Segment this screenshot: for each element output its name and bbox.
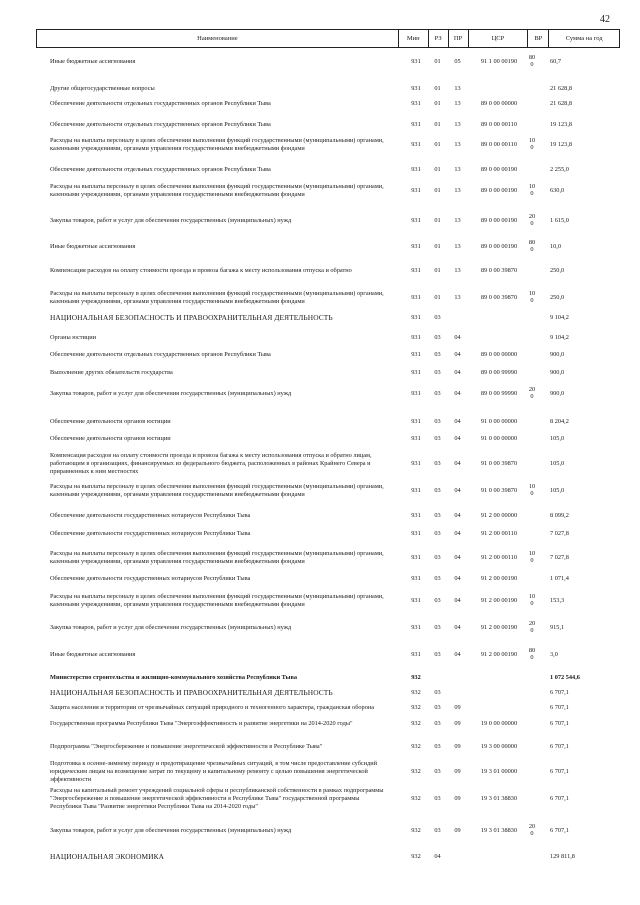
row-rz: 03 (434, 596, 441, 604)
header-csr: ЦСР (469, 30, 529, 47)
row-pr: 04 (454, 351, 461, 358)
row-sum: 19 123,8 (550, 121, 573, 128)
row-min: 931 (411, 243, 421, 250)
row-min: 931 (411, 624, 421, 631)
row-rz: 03 (434, 435, 441, 442)
row-pr: 13 (454, 267, 461, 274)
row-csr: 91 0 00 39870 (480, 486, 518, 494)
row-name: Обеспечение деятельности отдельных государственных органов Республики Тыва (50, 351, 271, 358)
row-pr: 04 (454, 459, 461, 467)
row-pr: 04 (454, 512, 461, 519)
row-min: 931 (411, 166, 421, 173)
row-vr: 20 0 (528, 386, 536, 400)
row-min: 932 (411, 767, 421, 775)
row-sum: 105,0 (550, 435, 565, 442)
row-csr: 91 2 00 00190 (480, 624, 518, 631)
row-rz: 01 (434, 58, 441, 65)
row-min: 931 (411, 85, 421, 92)
row-name: Органы юстиции (50, 334, 96, 341)
row-csr: 91 2 00 00190 (480, 596, 518, 604)
row-csr: 89 0 00 00190 (480, 217, 518, 224)
row-rz: 01 (434, 267, 441, 274)
row-min: 931 (411, 369, 421, 376)
row-sum: 630,0 (550, 186, 565, 194)
row-sum: 915,1 (550, 624, 565, 631)
row-min: 931 (411, 314, 421, 321)
row-sum: 19 123,8 (550, 140, 573, 148)
row-sum: 1 071,4 (550, 575, 569, 582)
row-pr: 04 (454, 486, 461, 494)
row-rz: 03 (434, 351, 441, 358)
row-pr: 13 (454, 121, 461, 128)
row-vr: 10 0 (528, 483, 536, 497)
row-rz: 03 (434, 743, 441, 750)
row-rz: 03 (434, 390, 441, 397)
row-min: 932 (411, 720, 421, 727)
row-min: 931 (411, 390, 421, 397)
row-sum: 250,0 (550, 293, 565, 301)
row-name: Государственная программа Республики Тыва "Энергоэффективность и развитие энергетики на 2014-2020 годы" (50, 720, 353, 727)
row-pr: 04 (454, 651, 461, 658)
row-rz: 03 (434, 369, 441, 376)
row-sum: 9 104,2 (550, 334, 569, 341)
row-sum: 900,0 (550, 390, 565, 397)
row-sum: 21 628,8 (550, 85, 573, 92)
row-name: Подпрограмма "Энергосбережение и повышение энергетической эффективности в Республике Тыва" (50, 743, 323, 750)
row-name: Расходы на выплаты персоналу в целях обеспечения выполнения функций государственными (муниципальными) органами, казенными учреждениями, органами управления государственными внебюджетными фондами (50, 183, 384, 198)
row-name: Обеспечение деятельности государственных нотариусов Республики Тыва (50, 575, 251, 582)
row-rz: 03 (434, 720, 441, 727)
row-name: Закупка товаров, работ и услуг для обеспечения государственных (муниципальных) нужд (50, 390, 292, 397)
row-name: Обеспечение деятельности государственных нотариусов Республики Тыва (50, 530, 251, 537)
row-min: 932 (411, 704, 421, 711)
row-rz: 01 (434, 140, 441, 148)
row-sum: 1 615,0 (550, 217, 569, 224)
row-csr: 91 2 00 00190 (480, 651, 518, 658)
row-sum: 6 707,1 (550, 689, 569, 696)
row-name: Иные бюджетные ассигнования (50, 58, 136, 65)
row-name: Защита населения и территории от чрезвычайных ситуаций природного и техногенного характера, гражданская оборона (50, 704, 375, 711)
row-sum: 8 099,2 (550, 512, 569, 519)
row-csr: 19 3 00 00000 (480, 743, 518, 750)
row-rz: 03 (434, 530, 441, 537)
row-sum: 6 707,1 (550, 767, 569, 775)
row-min: 931 (411, 418, 421, 425)
row-min: 932 (411, 689, 421, 696)
row-pr: 13 (454, 166, 461, 173)
row-csr: 89 0 00 00190 (480, 166, 518, 173)
row-sum: 21 628,8 (550, 100, 573, 107)
row-min: 931 (411, 58, 421, 65)
row-name: Закупка товаров, работ и услуг для обеспечения государственных (муниципальных) нужд (50, 217, 292, 224)
row-rz: 01 (434, 186, 441, 194)
row-pr: 09 (454, 704, 461, 711)
row-name: Закупка товаров, работ и услуг для обеспечения государственных (муниципальных) нужд (50, 624, 292, 631)
row-min: 931 (411, 596, 421, 604)
row-rz: 03 (434, 512, 441, 519)
row-rz: 03 (434, 575, 441, 582)
row-csr: 89 0 00 39870 (480, 293, 518, 301)
row-sum: 8 204,2 (550, 418, 569, 425)
row-min: 931 (411, 530, 421, 537)
row-rz: 01 (434, 166, 441, 173)
row-csr: 91 2 00 00110 (481, 530, 517, 537)
row-csr: 89 0 00 99990 (480, 390, 518, 397)
row-min: 931 (411, 651, 421, 658)
row-csr: 91 0 00 39870 (480, 459, 518, 467)
row-sum: 900,0 (550, 351, 565, 358)
row-min: 931 (411, 121, 421, 128)
row-name: Расходы на выплаты персоналу в целях обеспечения выполнения функций государственными (муниципальными) органами, казенными учреждениями, органами управления государственными внебюджетными фондами (50, 137, 384, 152)
row-min: 932 (411, 853, 421, 860)
row-name: Выполнение других обязательств государства (50, 369, 173, 376)
row-vr: 10 0 (528, 593, 536, 607)
row-pr: 13 (454, 140, 461, 148)
row-pr: 04 (454, 369, 461, 376)
row-name: Расходы на выплаты персоналу в целях обеспечения выполнения функций государственными (муниципальными) органами, казенными учреждениями, органами управления государственными внебюджетными фондами (50, 550, 384, 565)
row-name: Расходы на капитальный ремонт учреждений социальной сферы и республиканской собственности в рамках подпрограммы "Энергосбережение и повышение энергетической эффективности в Республике Тыва" государственной программы Республики Тыва "Развитие энергетики Республики Тыва на 2014-2020 годы" (50, 787, 384, 810)
row-csr: 89 0 00 00000 (480, 100, 518, 107)
row-name: Обеспечение деятельности государственных нотариусов Республики Тыва (50, 512, 251, 519)
row-min: 931 (411, 512, 421, 519)
row-name: Расходы на выплаты персоналу в целях обеспечения выполнения функций государственными (муниципальными) органами, казенными учреждениями, органами управления государственными внебюджетными фондами (50, 483, 384, 498)
row-vr: 80 0 (528, 54, 536, 68)
row-pr: 04 (454, 334, 461, 341)
row-name: НАЦИОНАЛЬНАЯ ЭКОНОМИКА (50, 852, 165, 861)
header-rz: РЗ (429, 30, 449, 47)
row-csr: 91 2 00 00190 (480, 575, 518, 582)
row-rz: 03 (434, 314, 441, 321)
row-sum: 60,7 (550, 58, 562, 65)
row-pr: 13 (454, 186, 461, 194)
row-name: Компенсация расходов на оплату стоимости проезда и провоза багажа к месту использования отпуска и обратно (50, 267, 352, 274)
row-min: 931 (411, 186, 421, 194)
row-vr: 10 0 (528, 183, 536, 197)
row-rz: 03 (434, 334, 441, 341)
row-pr: 09 (454, 767, 461, 775)
row-pr: 04 (454, 418, 461, 425)
row-name: Иные бюджетные ассигнования (50, 243, 136, 250)
row-name: Обеспечение деятельности органов юстиции (50, 435, 171, 442)
row-sum: 250,0 (550, 267, 565, 274)
row-pr: 04 (454, 596, 461, 604)
row-vr: 20 0 (528, 620, 536, 634)
row-csr: 91 0 00 00000 (480, 418, 518, 425)
row-vr: 80 0 (528, 239, 536, 253)
row-sum: 2 255,0 (550, 166, 569, 173)
row-min: 932 (411, 674, 421, 681)
row-pr: 13 (454, 293, 461, 301)
header-sum: Сумма на год (565, 35, 603, 42)
row-rz: 03 (434, 794, 441, 802)
row-rz: 01 (434, 121, 441, 128)
row-min: 931 (411, 486, 421, 494)
row-rz: 01 (434, 217, 441, 224)
row-rz: 03 (434, 553, 441, 561)
row-rz: 01 (434, 293, 441, 301)
row-min: 931 (411, 459, 421, 467)
row-min: 932 (411, 743, 421, 750)
row-rz: 03 (434, 624, 441, 631)
row-rz: 01 (434, 243, 441, 250)
row-csr: 89 0 00 39870 (480, 267, 518, 274)
row-min: 932 (411, 827, 421, 834)
row-pr: 13 (454, 100, 461, 107)
row-pr: 13 (454, 217, 461, 224)
row-rz: 04 (434, 853, 441, 860)
row-pr: 04 (454, 435, 461, 442)
row-name: Обеспечение деятельности отдельных государственных органов Республики Тыва (50, 100, 271, 107)
header-pr: ПР (449, 30, 469, 47)
row-csr: 91 2 00 00110 (481, 553, 517, 561)
row-csr: 19 3 01 38830 (480, 827, 518, 834)
row-pr: 05 (454, 58, 461, 65)
row-name: Расходы на выплаты персоналу в целях обеспечения выполнения функций государственными (муниципальными) органами, казенными учреждениями, органами управления государственными внебюджетными фондами (50, 593, 384, 608)
row-sum: 1 072 544,6 (550, 674, 580, 681)
row-min: 931 (411, 435, 421, 442)
row-name: Обеспечение деятельности отдельных государственных органов Республики Тыва (50, 121, 271, 128)
row-sum: 7 027,8 (550, 530, 569, 537)
header-vr: ВР (528, 30, 549, 47)
row-min: 931 (411, 351, 421, 358)
row-min: 932 (411, 794, 421, 802)
row-rz: 01 (434, 85, 441, 92)
row-min: 931 (411, 217, 421, 224)
header-name: Наименование (37, 30, 399, 47)
row-rz: 03 (434, 827, 441, 834)
row-name: Обеспечение деятельности органов юстиции (50, 418, 171, 425)
row-csr: 89 0 00 00190 (480, 186, 518, 194)
row-rz: 03 (434, 418, 441, 425)
row-sum: 129 811,8 (550, 853, 575, 860)
row-min: 931 (411, 293, 421, 301)
row-csr: 91 1 00 00190 (480, 58, 518, 65)
row-csr: 89 0 00 99990 (480, 369, 518, 376)
row-rz: 03 (434, 704, 441, 711)
row-sum: 9 104,2 (550, 314, 569, 321)
row-csr: 91 0 00 00000 (480, 435, 518, 442)
row-vr: 10 0 (528, 550, 536, 564)
row-csr: 89 0 00 00190 (480, 243, 518, 250)
row-vr: 10 0 (528, 137, 536, 151)
row-sum: 153,3 (550, 596, 565, 604)
row-rz: 01 (434, 100, 441, 107)
row-pr: 09 (454, 743, 461, 750)
row-name: НАЦИОНАЛЬНАЯ БЕЗОПАСНОСТЬ И ПРАВООХРАНИТЕЛЬНАЯ ДЕЯТЕЛЬНОСТЬ (50, 313, 333, 322)
row-name: Закупка товаров, работ и услуг для обеспечения государственных (муниципальных) нужд (50, 827, 292, 834)
row-pr: 04 (454, 390, 461, 397)
row-sum: 900,0 (550, 369, 565, 376)
row-pr: 13 (454, 243, 461, 250)
row-pr: 04 (454, 530, 461, 537)
row-sum: 7 027,8 (550, 553, 569, 561)
row-pr: 04 (454, 624, 461, 631)
row-vr: 80 0 (528, 647, 536, 661)
page-number: 42 (600, 14, 610, 25)
row-sum: 6 707,1 (550, 743, 569, 750)
row-vr: 20 0 (528, 213, 536, 227)
row-sum: 10,0 (550, 243, 562, 250)
row-vr: 20 0 (528, 823, 536, 837)
row-name: Иные бюджетные ассигнования (50, 651, 136, 658)
row-csr: 89 0 00 00110 (481, 121, 517, 128)
row-name: Подготовка к осенне-зимнему периоду и предотвращение чрезвычайных ситуаций, в том числе предоставление субсидий юридическим лицам на возмещение затрат по текущему и капитальному ремонту с целью повышения энергетической эффективности (50, 760, 378, 783)
row-name: Министерство строительства и жилищно-коммунального хозяйства Республики Тыва (50, 674, 298, 681)
row-sum: 6 707,1 (550, 704, 569, 711)
row-csr: 89 0 00 00110 (481, 140, 517, 148)
row-sum: 6 707,1 (550, 720, 569, 727)
row-csr: 91 2 00 00000 (480, 512, 518, 519)
row-min: 931 (411, 334, 421, 341)
row-sum: 105,0 (550, 486, 565, 494)
row-min: 931 (411, 575, 421, 582)
row-rz: 03 (434, 767, 441, 775)
row-sum: 6 707,1 (550, 827, 569, 834)
row-sum: 3,0 (550, 651, 558, 658)
row-sum: 6 707,1 (550, 794, 569, 802)
row-name: Обеспечение деятельности отдельных государственных органов Республики Тыва (50, 166, 271, 173)
row-pr: 09 (454, 794, 461, 802)
row-csr: 19 0 00 00000 (480, 720, 518, 727)
row-csr: 19 3 01 38830 (480, 794, 518, 802)
row-name: НАЦИОНАЛЬНАЯ БЕЗОПАСНОСТЬ И ПРАВООХРАНИТЕЛЬНАЯ ДЕЯТЕЛЬНОСТЬ (50, 688, 333, 697)
row-min: 931 (411, 100, 421, 107)
row-rz: 03 (434, 651, 441, 658)
row-csr: 19 3 01 00000 (480, 767, 518, 775)
row-rz: 03 (434, 486, 441, 494)
row-min: 931 (411, 553, 421, 561)
row-vr: 10 0 (528, 290, 536, 304)
row-min: 931 (411, 267, 421, 274)
header-min: Мин (399, 30, 429, 47)
row-rz: 03 (434, 459, 441, 467)
row-name: Компенсация расходов на оплату стоимости проезда и провоза багажа к месту использования отпуска и обратно лицам, работающим в организациях, финансируемых из федерального бюджета, расположенных в районах Крайнего Севера и приравненных к ним местностях (50, 452, 372, 475)
row-min: 931 (411, 140, 421, 148)
row-pr: 13 (454, 85, 461, 92)
row-pr: 09 (454, 720, 461, 727)
row-pr: 04 (454, 575, 461, 582)
row-name: Другие общегосударственные вопросы (50, 85, 155, 92)
row-rz: 03 (434, 689, 441, 696)
row-pr: 04 (454, 553, 461, 561)
row-csr: 89 0 00 00000 (480, 351, 518, 358)
row-sum: 105,0 (550, 459, 565, 467)
row-name: Расходы на выплаты персоналу в целях обеспечения выполнения функций государственными (муниципальными) органами, казенными учреждениями, органами управления государственными внебюджетными фондами (50, 290, 384, 305)
row-pr: 09 (454, 827, 461, 834)
